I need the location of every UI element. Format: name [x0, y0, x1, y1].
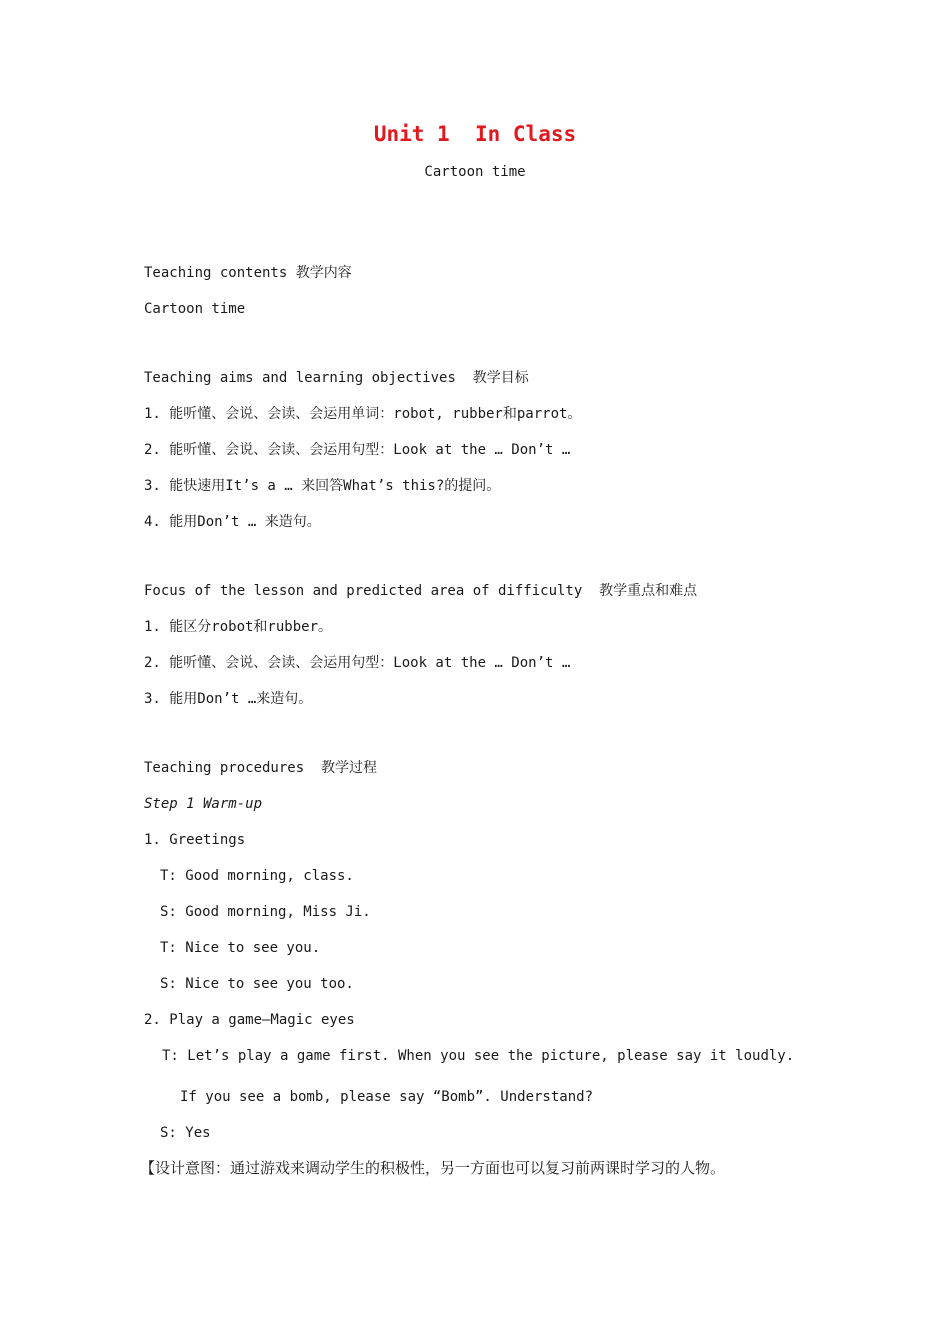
aims-item: 1. 能听懂、会说、会读、会运用单词：robot, rubber和parrot。 — [144, 406, 582, 422]
focus-item: 3. 能用Don’t …来造句。 — [144, 691, 313, 707]
dialogue-line: S: Nice to see you too. — [160, 976, 354, 992]
dialogue-line: S: Yes — [160, 1125, 211, 1141]
contents-text: Cartoon time — [144, 301, 246, 317]
focus-item: 2. 能听懂、会说、会读、会运用句型：Look at the … Don’t … — [144, 655, 571, 671]
dialogue-line: T: Good morning, class. — [160, 868, 354, 884]
focus-heading: Focus of the lesson and predicted area of difficulty 教学重点和难点 — [144, 583, 698, 599]
aims-item: 3. 能快速用It’s a … 来回答What’s this?的提问。 — [144, 478, 501, 494]
aims-item: 4. 能用Don’t … 来造句。 — [144, 514, 321, 530]
page-title: Unit 1 In Class — [373, 122, 577, 146]
aims-item: 2. 能听懂、会说、会读、会运用句型：Look at the … Don’t … — [144, 442, 571, 458]
focus-item: 1. 能区分robot和rubber。 — [144, 619, 333, 635]
greetings-title: 1. Greetings — [144, 832, 246, 848]
dialogue-line: If you see a bomb, please say “Bomb”. Understand? — [180, 1089, 594, 1105]
design-note: 【设计意图：通过游戏来调动学生的积极性，另一方面也可以复习前两课时学习的人物。 — [140, 1159, 726, 1177]
aims-heading: Teaching aims and learning objectives 教学目标 — [144, 370, 529, 386]
step-heading: Step 1 Warm-up — [144, 796, 263, 812]
procedures-heading: Teaching procedures 教学过程 — [144, 760, 378, 776]
page-subtitle: Cartoon time — [424, 164, 526, 180]
dialogue-line: T: Nice to see you. — [160, 940, 321, 956]
game-title: 2. Play a game—Magic eyes — [144, 1012, 355, 1028]
dialogue-line: S: Good morning, Miss Ji. — [160, 904, 371, 920]
dialogue-line: T: Let’s play a game first. When you see the picture, please say it loudly. — [162, 1048, 795, 1064]
contents-heading: Teaching contents 教学内容 — [144, 265, 352, 281]
